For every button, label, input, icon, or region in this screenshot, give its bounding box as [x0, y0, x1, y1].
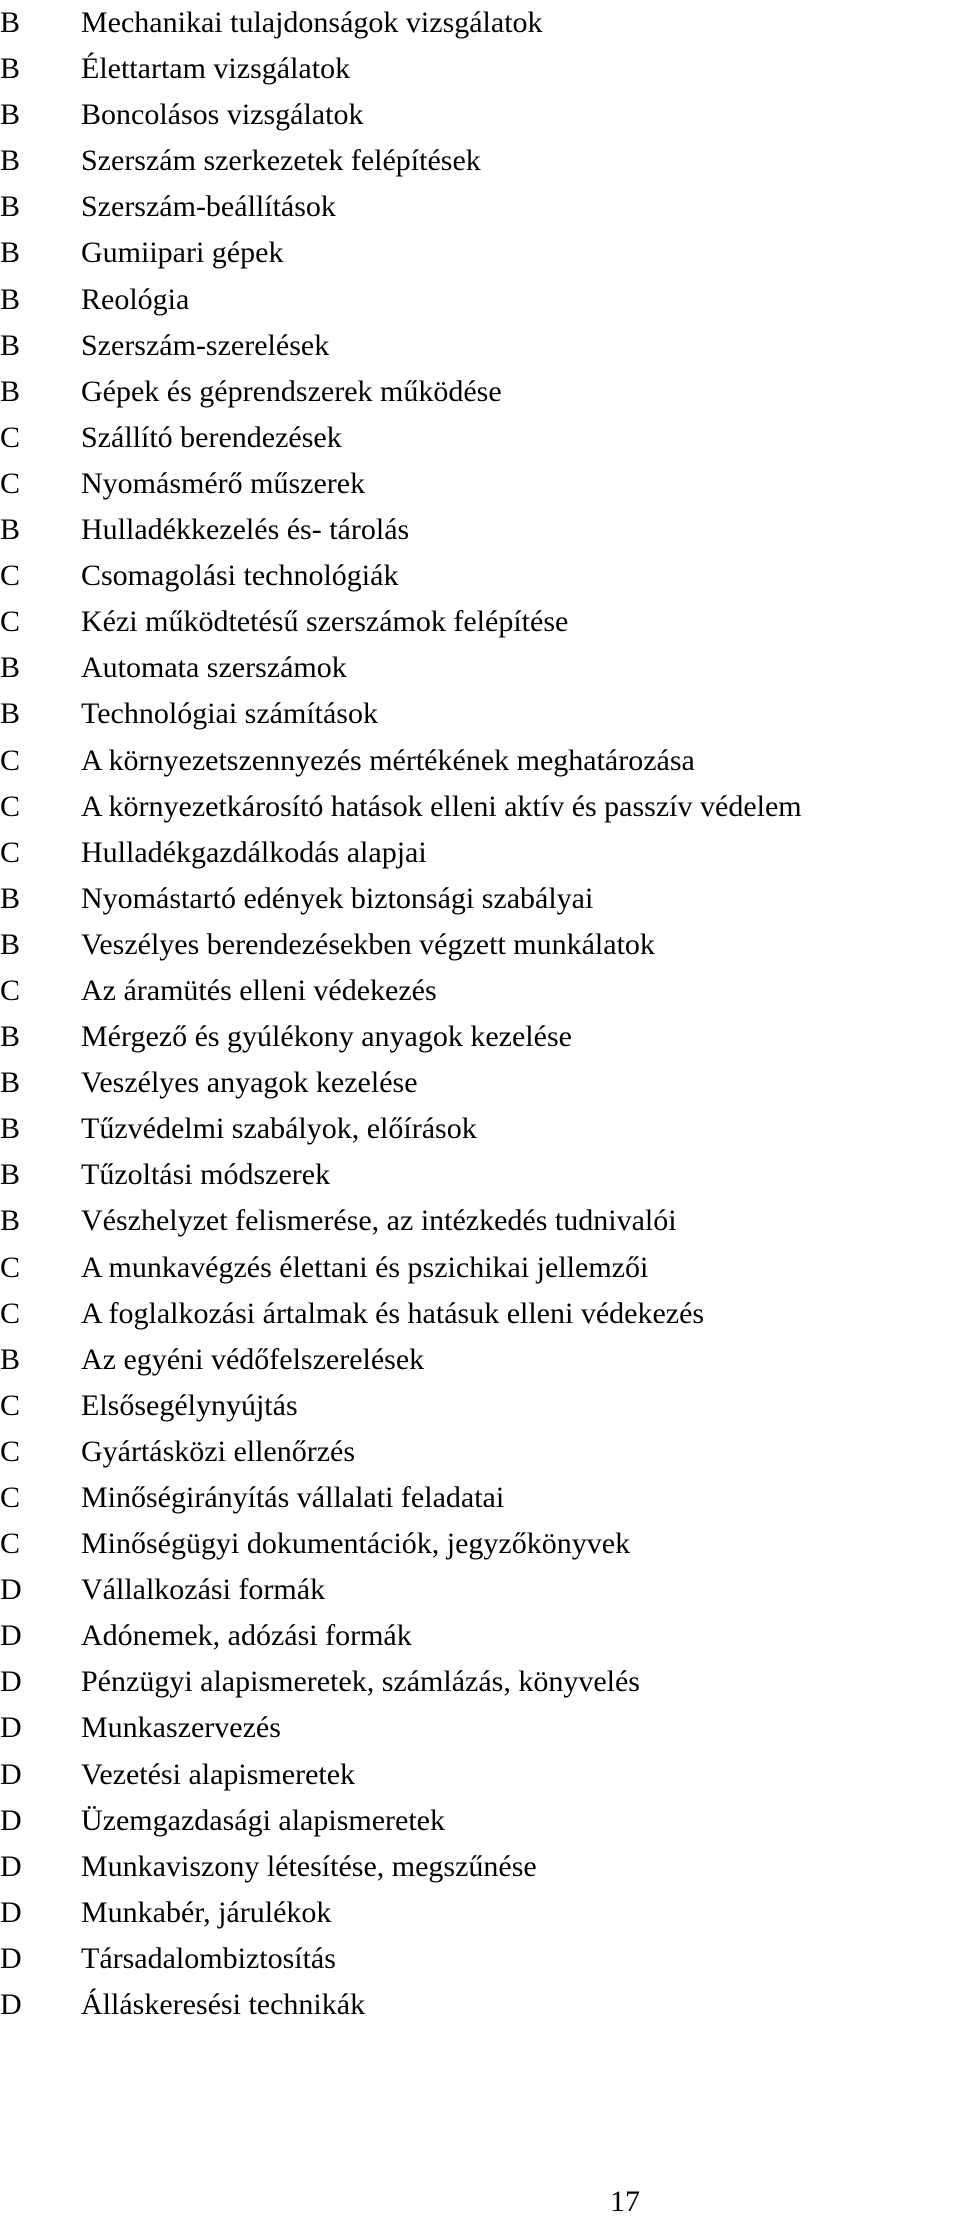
level-code: D [0, 1665, 22, 1699]
topic-title: Nyomástartó edények biztonsági szabályai [81, 881, 594, 915]
topic-title: Szállító berendezések [81, 420, 342, 454]
list-item [0, 1521, 960, 1567]
level-code: C [0, 835, 21, 869]
level-code: C [0, 1250, 21, 1284]
topic-title: Szerszám-beállítások [81, 190, 336, 224]
list-item [0, 1844, 960, 1890]
list-item [0, 968, 960, 1014]
topic-title: Gépek és géprendszerek működése [81, 374, 502, 408]
list-item [0, 230, 960, 276]
level-code: B [0, 374, 21, 408]
level-code: C [0, 466, 21, 500]
topic-title: Társadalombiztosítás [81, 1941, 336, 1975]
level-code: B [0, 328, 21, 362]
level-code: C [0, 605, 21, 639]
level-code: C [0, 420, 21, 454]
level-code: B [0, 52, 21, 86]
list-item [0, 1383, 960, 1429]
list-item [0, 645, 960, 691]
list-item [0, 1982, 960, 2028]
level-code: D [0, 1895, 22, 1929]
level-code: B [0, 144, 21, 178]
list-item [0, 184, 960, 230]
topic-title: Minőségirányítás vállalati feladatai [81, 1481, 505, 1514]
level-code: C [0, 1388, 21, 1422]
list-item [0, 553, 960, 599]
level-code: B [0, 513, 21, 547]
topic-title: Az egyéni védőfelszerelések [81, 1342, 425, 1376]
topic-title: Munkaviszony létesítése, megszűnése [81, 1849, 537, 1883]
level-code: B [0, 1066, 21, 1100]
topic-title: Mechanikai tulajdonságok vizsgálatok [81, 6, 543, 39]
list-item [0, 1337, 960, 1383]
list-item [0, 1291, 960, 1337]
level-code: B [0, 927, 21, 961]
topic-title: Szerszám-szerelések [81, 328, 330, 362]
level-code: B [0, 1342, 21, 1376]
topic-title: A környezetkárosító hatások elleni aktív és passzív védelem [81, 789, 802, 823]
list-item [0, 1152, 960, 1198]
topic-title: Vezetési alapismeretek [81, 1757, 356, 1791]
list-item [0, 277, 960, 323]
topic-title: Gumiipari gépek [81, 236, 284, 270]
list-item [0, 1659, 960, 1705]
topic-title: Pénzügyi alapismeretek, számlázás, könyvelés [81, 1665, 640, 1699]
topic-title: Vállalkozási formák [81, 1573, 326, 1607]
topic-title: Hulladékgazdálkodás alapjai [81, 835, 427, 869]
list-item [0, 830, 960, 876]
topic-title: Munkabér, járulékok [81, 1895, 332, 1929]
level-code: D [0, 1803, 22, 1837]
list-item [0, 1106, 960, 1152]
topic-title: Elsősegélynyújtás [81, 1388, 298, 1422]
level-code: B [0, 236, 21, 270]
topic-title: Vészhelyzet felismerése, az intézkedés tudnivalói [81, 1204, 677, 1238]
level-code: C [0, 1481, 21, 1514]
topic-title: Boncolásos vizsgálatok [81, 98, 364, 132]
list-item [0, 1060, 960, 1106]
level-code: D [0, 1619, 22, 1653]
list-item [0, 1567, 960, 1613]
topic-title: Hulladékkezelés és- tárolás [81, 513, 410, 547]
topic-title: Nyomásmérő műszerek [81, 466, 366, 500]
list-item [0, 0, 960, 46]
list-item [0, 461, 960, 507]
level-code: B [0, 1158, 21, 1192]
topic-title: Élettartam vizsgálatok [81, 52, 351, 86]
list-item [0, 1475, 960, 1521]
level-code: D [0, 1757, 22, 1791]
topic-title: Üzemgazdasági alapismeretek [81, 1803, 445, 1837]
topic-title: A munkavégzés élettani és pszichikai jellemzői [81, 1250, 649, 1284]
list-item [0, 1890, 960, 1936]
level-code: C [0, 1296, 21, 1330]
list-item [0, 138, 960, 184]
level-code: D [0, 1988, 22, 2022]
list-item [0, 323, 960, 369]
level-code: D [0, 1941, 22, 1975]
list-item [0, 1705, 960, 1751]
level-code: C [0, 789, 21, 823]
topic-title: Szerszám szerkezetek felépítések [81, 144, 481, 178]
topic-title: Technológiai számítások [81, 697, 378, 731]
list-item [0, 92, 960, 138]
level-code: B [0, 697, 21, 731]
list-item [0, 1014, 960, 1060]
level-code: B [0, 651, 21, 685]
level-code: C [0, 1434, 21, 1468]
list-item [0, 1798, 960, 1844]
list-item [0, 784, 960, 830]
list-item [0, 1936, 960, 1982]
list-item [0, 738, 960, 784]
list-item [0, 1245, 960, 1291]
list-item [0, 507, 960, 553]
topic-title: Reológia [81, 282, 190, 316]
level-code: B [0, 1020, 21, 1054]
level-code: B [0, 881, 21, 915]
level-code: D [0, 1573, 22, 1607]
topic-title: Munkaszervezés [81, 1711, 281, 1745]
list-item [0, 691, 960, 737]
level-code: C [0, 1527, 21, 1561]
level-code: C [0, 973, 21, 1007]
topic-title: A környezetszennyezés mértékének meghatározása [81, 743, 695, 777]
topic-title: Veszélyes anyagok kezelése [81, 1066, 418, 1100]
level-code: B [0, 1112, 21, 1146]
list-item [0, 1198, 960, 1244]
topic-title: A foglalkozási ártalmak és hatásuk elleni védekezés [81, 1296, 705, 1330]
topic-title: Veszélyes berendezésekben végzett munkálatok [81, 927, 655, 961]
list-item [0, 415, 960, 461]
topic-title: Kézi működtetésű szerszámok felépítése [81, 605, 569, 639]
topic-title: Álláskeresési technikák [81, 1988, 366, 2022]
list-item [0, 599, 960, 645]
level-code: B [0, 190, 21, 224]
level-code: B [0, 282, 21, 316]
list-item [0, 1429, 960, 1475]
topic-title: Mérgező és gyúlékony anyagok kezelése [81, 1020, 572, 1054]
level-code: B [0, 98, 21, 132]
topic-title: Az áramütés elleni védekezés [81, 973, 437, 1007]
topic-title: Automata szerszámok [81, 651, 347, 685]
topic-title: Csomagolási technológiák [81, 559, 399, 593]
level-code: C [0, 559, 21, 593]
topic-title: Tűzvédelmi szabályok, előírások [81, 1112, 477, 1146]
level-code: D [0, 1849, 22, 1883]
page-number: 17 [610, 2185, 640, 2218]
topic-title: Adónemek, adózási formák [81, 1619, 412, 1653]
list-item [0, 1752, 960, 1798]
level-code: B [0, 1204, 21, 1238]
topic-title: Gyártásközi ellenőrzés [81, 1434, 356, 1468]
topic-title: Minőségügyi dokumentációk, jegyzőkönyvek [81, 1527, 631, 1561]
list-item [0, 922, 960, 968]
list-item [0, 876, 960, 922]
topic-title: Tűzoltási módszerek [81, 1158, 331, 1192]
list-item [0, 1613, 960, 1659]
level-code: D [0, 1711, 22, 1745]
level-code: B [0, 6, 21, 39]
level-code: C [0, 743, 21, 777]
list-item [0, 369, 960, 415]
list-item [0, 46, 960, 92]
